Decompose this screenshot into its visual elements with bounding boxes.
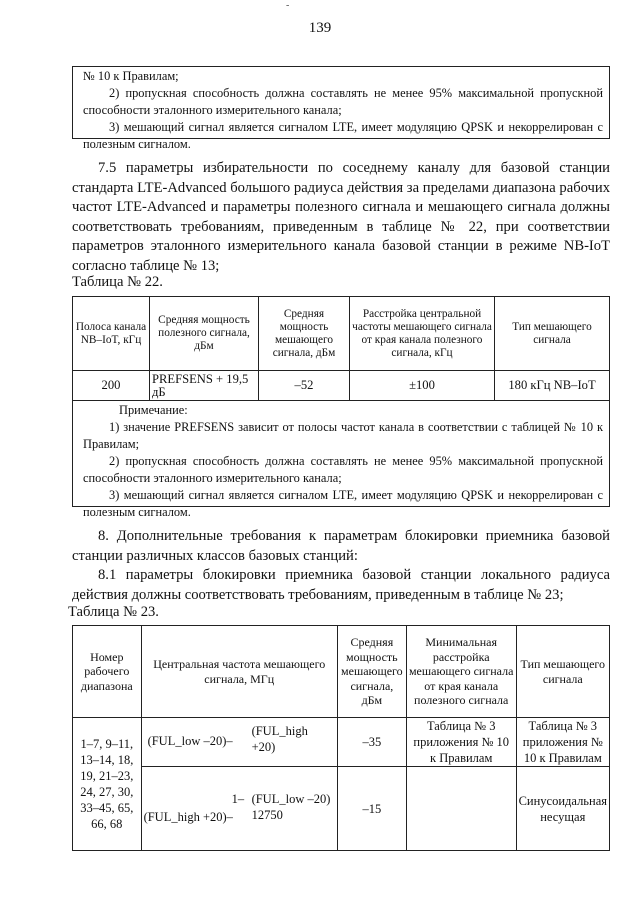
t23-r2-freq-right: (FUL_low –20) 12750 xyxy=(251,792,331,822)
t23-header-band: Номер рабочего диапазона xyxy=(73,626,142,718)
t23-header-offset: Минимальная расстройка мешающего сигнала от края канала полезного сигнала xyxy=(406,626,516,718)
t22-cell-band: 200 xyxy=(73,371,150,401)
t22-cell-interf-power: –52 xyxy=(259,371,350,401)
t23-header-type: Тип мешающего сигнала xyxy=(516,626,609,718)
t23-r2-type: Синусоидальная несущая xyxy=(516,767,609,851)
t23-cell-bands: 1–7, 9–11, 13–14, 18, 19, 21–23, 24, 27, 30, 33–45, 65, 66, 68 xyxy=(73,718,142,851)
t22-header-offset: Расстройка центральной частоты мешающего сигнала от края канала полезного сигнала, кГц xyxy=(350,297,495,371)
t23-r2-offset xyxy=(406,767,516,851)
section-8-1: 8.1 параметры блокировки приемника базовой станции локального радиуса действия должны соответствовать требованиям, приведенным в таблице № 23; xyxy=(72,567,610,603)
t23-r2-freq-left: (FUL_high +20)– xyxy=(143,810,233,824)
note-box-top xyxy=(72,66,610,151)
t22-cell-offset: ±100 xyxy=(350,371,495,401)
note-top-item2: 2) пропускная способность должна составлять не менее 95% максимальной пропускной способности эталонного измерительного канала; xyxy=(83,86,603,117)
t23-r1-type: Таблица № 3 приложения № 10 к Правилам xyxy=(516,718,609,767)
t23-r1-freq-left: (FUL_low –20)– xyxy=(147,733,233,748)
page-number: 139 xyxy=(308,20,332,36)
t22-note-item1: 1) значение PREFSENS зависит от полосы частот канала в соответствии с таблицей № 10 к Правилам; xyxy=(83,420,603,451)
t22-cell-type: 180 кГц NB–IoT xyxy=(495,371,610,401)
t22-note-item2: 2) пропускная способность должна составлять не менее 95% максимальной пропускной способности эталонного измерительного канала; xyxy=(83,454,603,485)
t22-note-title: Примечание: xyxy=(119,403,188,417)
table22-caption: Таблица № 22. xyxy=(72,274,163,290)
t23-r2-freq-top: 1– xyxy=(231,792,245,806)
table22 xyxy=(72,296,610,401)
t23-header-freq: Центральная частота мешающего сигнала, МГц xyxy=(141,626,337,718)
table23-caption: Таблица № 23. xyxy=(68,604,159,620)
table22-note xyxy=(72,400,610,519)
top-mark: - xyxy=(286,0,290,11)
t23-header-power: Средняя мощность мешающего сигнала, дБм xyxy=(337,626,406,718)
t23-r1-power: –35 xyxy=(337,718,406,767)
t22-header-interf-power: Средняя мощность мешающего сигнала, дБм xyxy=(259,297,350,371)
t22-header-type: Тип мешающего сигнала xyxy=(495,297,610,371)
t23-r1-offset: Таблица № 3 приложения № 10 к Правилам xyxy=(406,718,516,767)
t22-header-band: Полоса канала NB–IoT, кГц xyxy=(73,297,150,371)
t22-note-item3: 3) мешающий сигнал является сигналом LTE, имеет модуляцию QPSK и некоррелирован с полезным сигналом. xyxy=(83,488,603,519)
t22-cell-useful-power: PREFSENS + 19,5 дБ xyxy=(150,371,259,401)
note-top-item3: 3) мешающий сигнал является сигналом LTE, имеет модуляцию QPSK и некоррелирован с полезным сигналом. xyxy=(83,120,603,151)
t23-r2-power: –15 xyxy=(337,767,406,851)
section-8: 8. Дополнительные требования к параметрам блокировки приемника базовой станции различных классов базовых станций: xyxy=(72,528,610,564)
t23-r1-freq-right: (FUL_high +20) xyxy=(251,723,308,754)
t22-header-useful-power: Средняя мощность полезного сигнала, дБм xyxy=(150,297,259,371)
section-7-5: 7.5 параметры избирательности по соседнему каналу для базовой станции стандарта LTE-Advanced большого радиуса действия за пределами диапазона рабочих частот LTE-Advanced и параметры полезного сигнала и мешающего сигнала должны соответствовать требованиям, приведенным в таблице № 22, при соответствии параметров эталонного измерительного канала базовой станции в режиме NB-IoT согласно таблице № 13; xyxy=(72,160,610,274)
table23 xyxy=(72,625,610,851)
note-top-line1: № 10 к Правилам; xyxy=(83,69,179,83)
